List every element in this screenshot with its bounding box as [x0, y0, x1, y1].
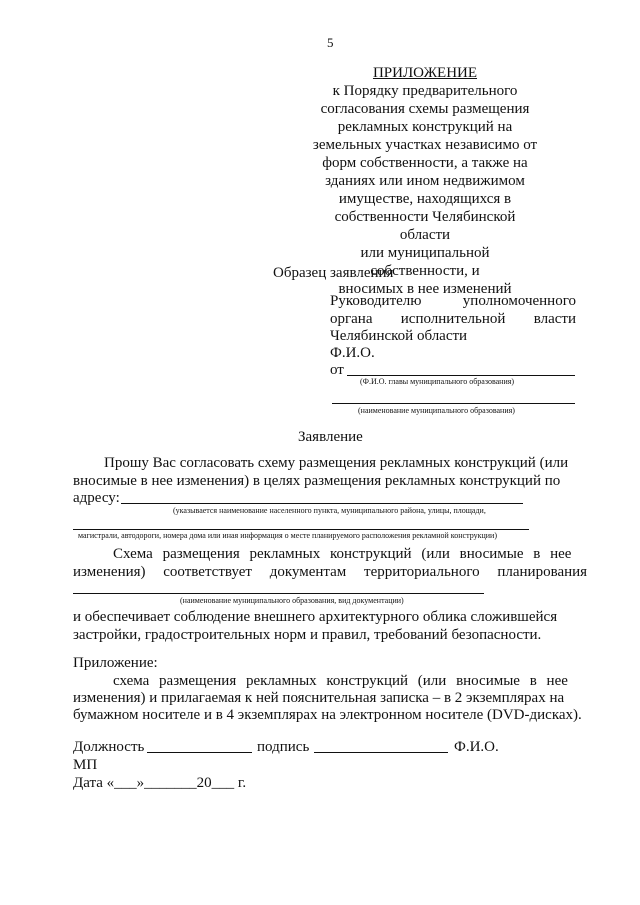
- municipality-caption: (наименование муниципального образования): [358, 406, 515, 415]
- body-line: вносимые в нее изменения) в целях размещения рекламных конструкций по: [73, 473, 561, 489]
- addressee-word: Руководителю: [330, 293, 422, 309]
- attachment-label: Приложение:: [73, 655, 158, 671]
- position-label: Должность: [73, 739, 145, 755]
- attachment-line: бумажном носителе и в 4 экземплярах на электронном носителе (DVD-дисках).: [73, 707, 582, 723]
- page-number: 5: [327, 35, 334, 50]
- appendix-line: рекламных конструкций на: [337, 119, 513, 135]
- addressee-word: исполнительной: [400, 311, 506, 327]
- body-line: изменения) соответствует документам территориального планирования: [73, 564, 588, 580]
- from-label: от: [330, 362, 344, 378]
- documentation-fill-line[interactable]: [73, 593, 484, 594]
- municipality-fill-line[interactable]: [332, 403, 575, 404]
- address-label: адресу:: [73, 490, 120, 506]
- body-line: застройки, градостроительных норм и правил, требований безопасности.: [73, 627, 542, 643]
- signature-label: подпись: [257, 739, 310, 755]
- address-fill-line[interactable]: [121, 503, 523, 504]
- documentation-caption: (наименование муниципального образования, вид документации): [180, 596, 404, 605]
- addressee-word: власти: [533, 311, 576, 327]
- appendix-line: к Порядку предварительного: [332, 83, 518, 99]
- stamp-label: МП: [73, 757, 98, 773]
- appendix-line: форм собственности, а также на: [322, 155, 528, 171]
- appendix-line: имуществе, находящихся в: [338, 191, 512, 207]
- name-label: Ф.И.О.: [454, 739, 499, 755]
- attachment-line: схема размещения рекламных конструкций (или вносимые в нее: [113, 673, 568, 689]
- position-fill-line[interactable]: [147, 752, 252, 753]
- sample-heading: Образец заявления: [273, 265, 394, 281]
- addressee-line-2: [330, 310, 576, 328]
- attachment-line: изменения) и прилагаемая к ней пояснительная записка – в 2 экземплярах на: [73, 690, 565, 706]
- appendix-line: зданиях или ином недвижимом: [325, 173, 525, 189]
- statement-title: Заявление: [298, 429, 363, 445]
- address-fill-line-2[interactable]: [73, 529, 529, 530]
- addressee-line-1: [330, 292, 576, 310]
- date-line: Дата «___»_______20___ г.: [73, 775, 247, 791]
- appendix-title: ПРИЛОЖЕНИЕ: [372, 65, 478, 81]
- body-line: и обеспечивает соблюдение внешнего архитектурного облика сложившейся: [73, 609, 558, 625]
- from-fill-line[interactable]: [347, 375, 575, 376]
- addressee-word: уполномоченного: [462, 293, 576, 309]
- address-caption: магистрали, автодороги, номера дома или иная информация о месте планируемого расположения рекламной конструкции): [78, 531, 497, 540]
- addressee-line-3: Челябинской области: [330, 328, 468, 344]
- addressee-word: органа: [330, 311, 373, 327]
- from-caption: (Ф.И.О. главы муниципального образования): [360, 377, 515, 386]
- appendix-line: земельных участках независимо от: [312, 137, 538, 153]
- appendix-line: собственности Челябинской области: [334, 209, 516, 243]
- addressee-name-label: Ф.И.О.: [330, 345, 375, 361]
- address-caption: (указывается наименование населенного пункта, муниципального района, улицы, площади,: [173, 506, 486, 515]
- body-line: Схема размещения рекламных конструкций (или вносимые в нее: [113, 546, 572, 562]
- appendix-line: согласования схемы размещения: [320, 101, 530, 117]
- appendix-line: или муниципальной собственности, и: [360, 245, 490, 279]
- signature-fill-line[interactable]: [314, 752, 448, 753]
- body-line: Прошу Вас согласовать схему размещения рекламных конструкций (или: [104, 455, 569, 471]
- appendix-block: [310, 64, 540, 298]
- appendix-line: вносимых в нее изменений: [338, 281, 512, 297]
